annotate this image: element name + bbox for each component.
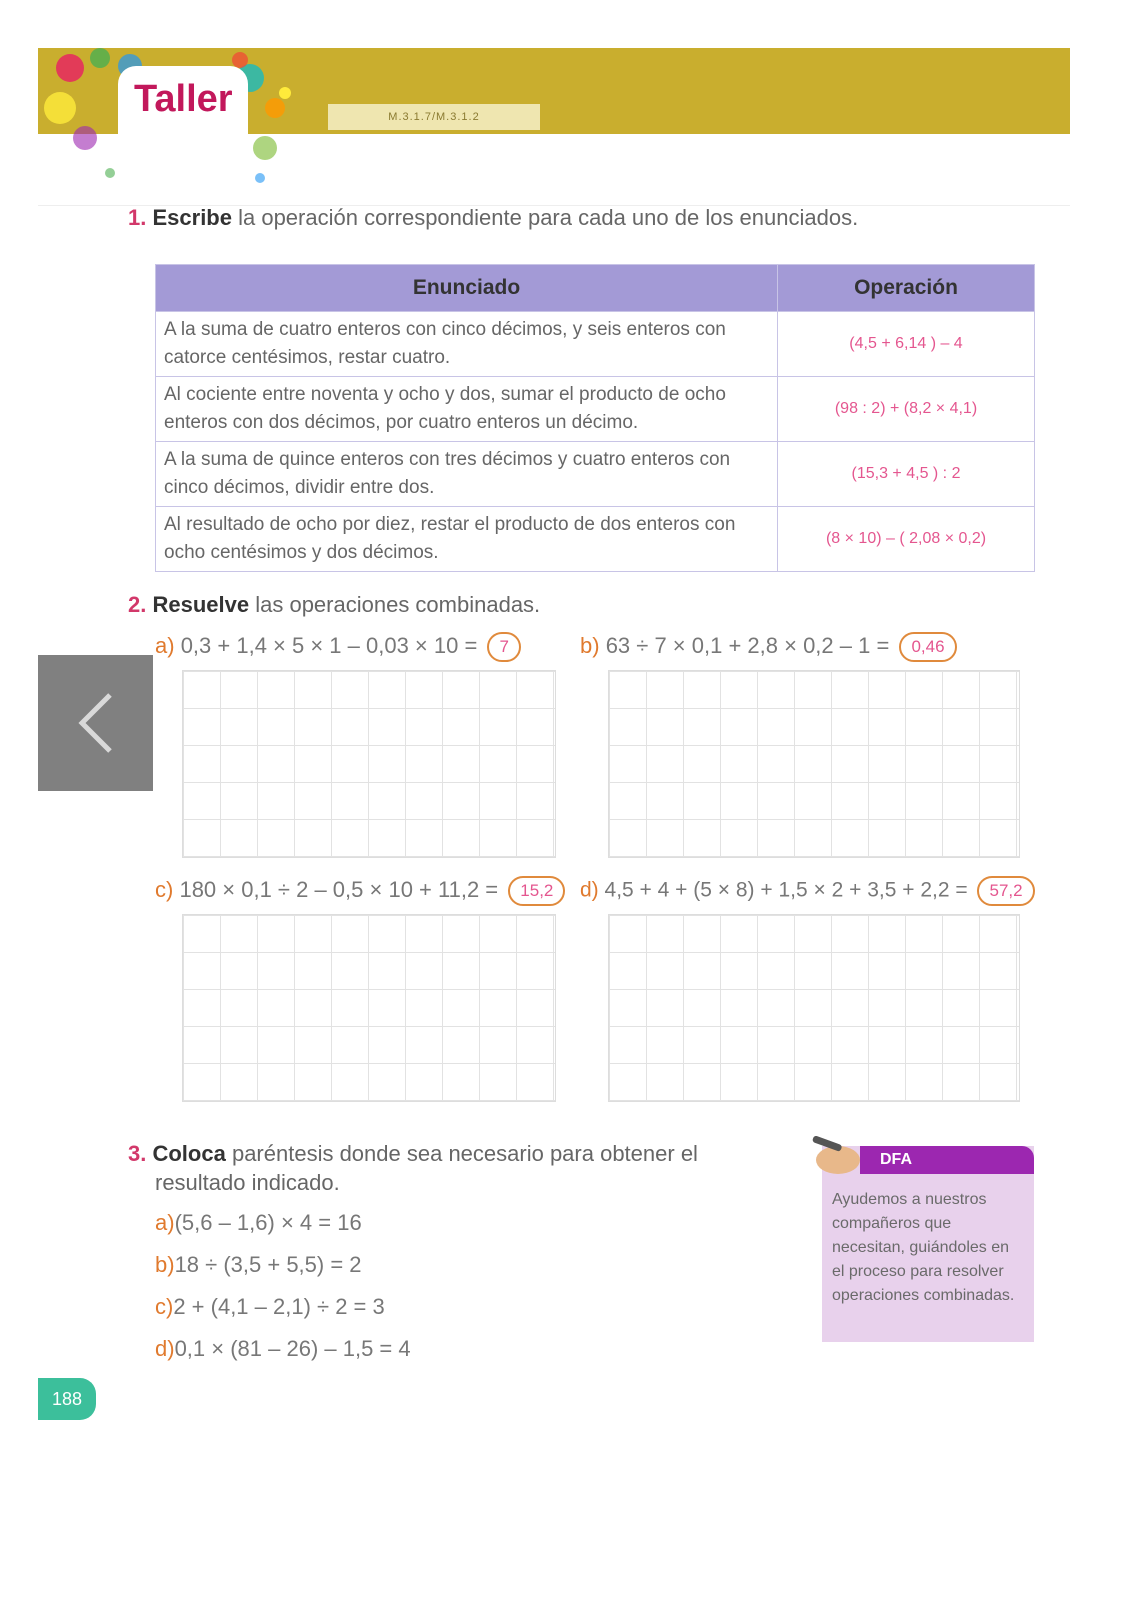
exercise-label: b) <box>580 632 600 658</box>
table-row <box>156 442 1035 507</box>
exercise-label: d) <box>155 1336 175 1361</box>
question-1-prompt <box>128 205 858 231</box>
statement-cell: Al cociente entre noventa y ocho y dos, sumar el producto de ocho enteros con dos décimos, por cuatro enteros un décimo. <box>156 377 778 442</box>
exercise-label: c) <box>155 1294 174 1319</box>
question-2-prompt <box>128 592 540 618</box>
exercise-label: d) <box>580 878 599 902</box>
operation-cell: (8 × 10) – ( 2,08 × 0,2) <box>778 507 1035 572</box>
parenthesis-item-d <box>155 1336 411 1362</box>
chevron-left-icon <box>38 655 153 791</box>
parenthesis-item-b <box>155 1252 362 1278</box>
question-verb: Coloca <box>152 1141 226 1166</box>
page-number: 188 <box>38 1378 96 1420</box>
answer-badge: 15,2 <box>508 876 565 906</box>
statement-cell: A la suma de cuatro enteros con cinco décimos, y seis enteros con catorce centésimos, restar cuatro. <box>156 312 778 377</box>
answer-badge: 57,2 <box>977 876 1034 906</box>
statement-cell: A la suma de quince enteros con tres décimos y cuatro enteros con cinco décimos, dividir entre dos. <box>156 442 778 507</box>
question-number: 1. <box>128 205 147 230</box>
question-3-prompt <box>128 1138 788 1170</box>
statement-cell: Al resultado de ocho por diez, restar el producto de dos enteros con ocho centésimos y dos décimos. <box>156 507 778 572</box>
question-text: paréntesis donde sea necesario para obtener el <box>225 1141 698 1166</box>
exercise-expression: 18 ÷ (3,5 + 5,5) = 2 <box>174 1252 362 1277</box>
answer-badge: 0,46 <box>899 632 956 662</box>
curriculum-code: M.3.1.7/M.3.1.2 <box>328 104 540 130</box>
operation-cell: (98 : 2) + (8,2 × 4,1) <box>778 377 1035 442</box>
operation-cell: (15,3 + 4,5 ) : 2 <box>778 442 1035 507</box>
exercise-c <box>155 876 565 906</box>
exercise-expression: 0,1 × (81 – 26) – 1,5 = 4 <box>174 1336 411 1361</box>
question-verb: Resuelve <box>152 592 250 617</box>
work-grid-a[interactable] <box>182 670 556 858</box>
pencil-hand-icon <box>808 1136 868 1180</box>
exercise-expression: 4,5 + 4 + (5 × 8) + 1,5 × 2 + 3,5 + 2,2 = <box>604 878 968 902</box>
exercise-expression: 180 × 0,1 ÷ 2 – 0,5 × 10 + 11,2 = <box>179 876 499 902</box>
column-header-operacion: Operación <box>778 265 1035 312</box>
exercise-label: b) <box>155 1252 175 1277</box>
operation-cell: (4,5 + 6,14 ) – 4 <box>778 312 1035 377</box>
table-header-row <box>156 265 1035 312</box>
exercise-expression: 63 ÷ 7 × 0,1 + 2,8 × 0,2 – 1 = <box>605 632 890 658</box>
page-title: Taller <box>134 78 233 120</box>
table-row <box>156 312 1035 377</box>
operations-table <box>155 264 1035 572</box>
exercise-expression: 2 + (4,1 – 2,1) ÷ 2 = 3 <box>173 1294 385 1319</box>
exercise-d <box>580 876 1035 906</box>
work-grid-c[interactable] <box>182 914 556 1102</box>
exercise-label: a) <box>155 632 175 658</box>
exercise-b <box>580 632 957 662</box>
column-header-enunciado: Enunciado <box>156 265 778 312</box>
question-text: las operaciones combinadas. <box>249 592 541 617</box>
exercise-label: c) <box>155 876 174 902</box>
dfa-text: Ayudemos a nuestros compañeros que necesitan, guiándoles en el proceso para resolver operaciones combinadas. <box>832 1191 1015 1304</box>
exercise-a <box>155 632 521 662</box>
table-row <box>156 507 1035 572</box>
question-number: 3. <box>128 1141 147 1166</box>
previous-page-button[interactable] <box>38 655 153 791</box>
exercise-expression: 0,3 + 1,4 × 5 × 1 – 0,03 × 10 = <box>180 632 478 658</box>
answer-badge: 7 <box>487 632 520 662</box>
question-3-prompt-continued: resultado indicado. <box>155 1170 340 1195</box>
question-verb: Escribe <box>152 205 232 230</box>
question-text: la operación correspondiente para cada uno de los enunciados. <box>231 205 859 230</box>
parenthesis-item-a <box>155 1210 362 1236</box>
parenthesis-item-c <box>155 1294 385 1320</box>
question-number: 2. <box>128 592 147 617</box>
exercise-expression: (5,6 – 1,6) × 4 = 16 <box>174 1210 362 1235</box>
work-grid-b[interactable] <box>608 670 1020 858</box>
dfa-title: DFA <box>860 1146 1034 1174</box>
exercise-label: a) <box>155 1210 175 1235</box>
table-row <box>156 377 1035 442</box>
work-grid-d[interactable] <box>608 914 1020 1102</box>
